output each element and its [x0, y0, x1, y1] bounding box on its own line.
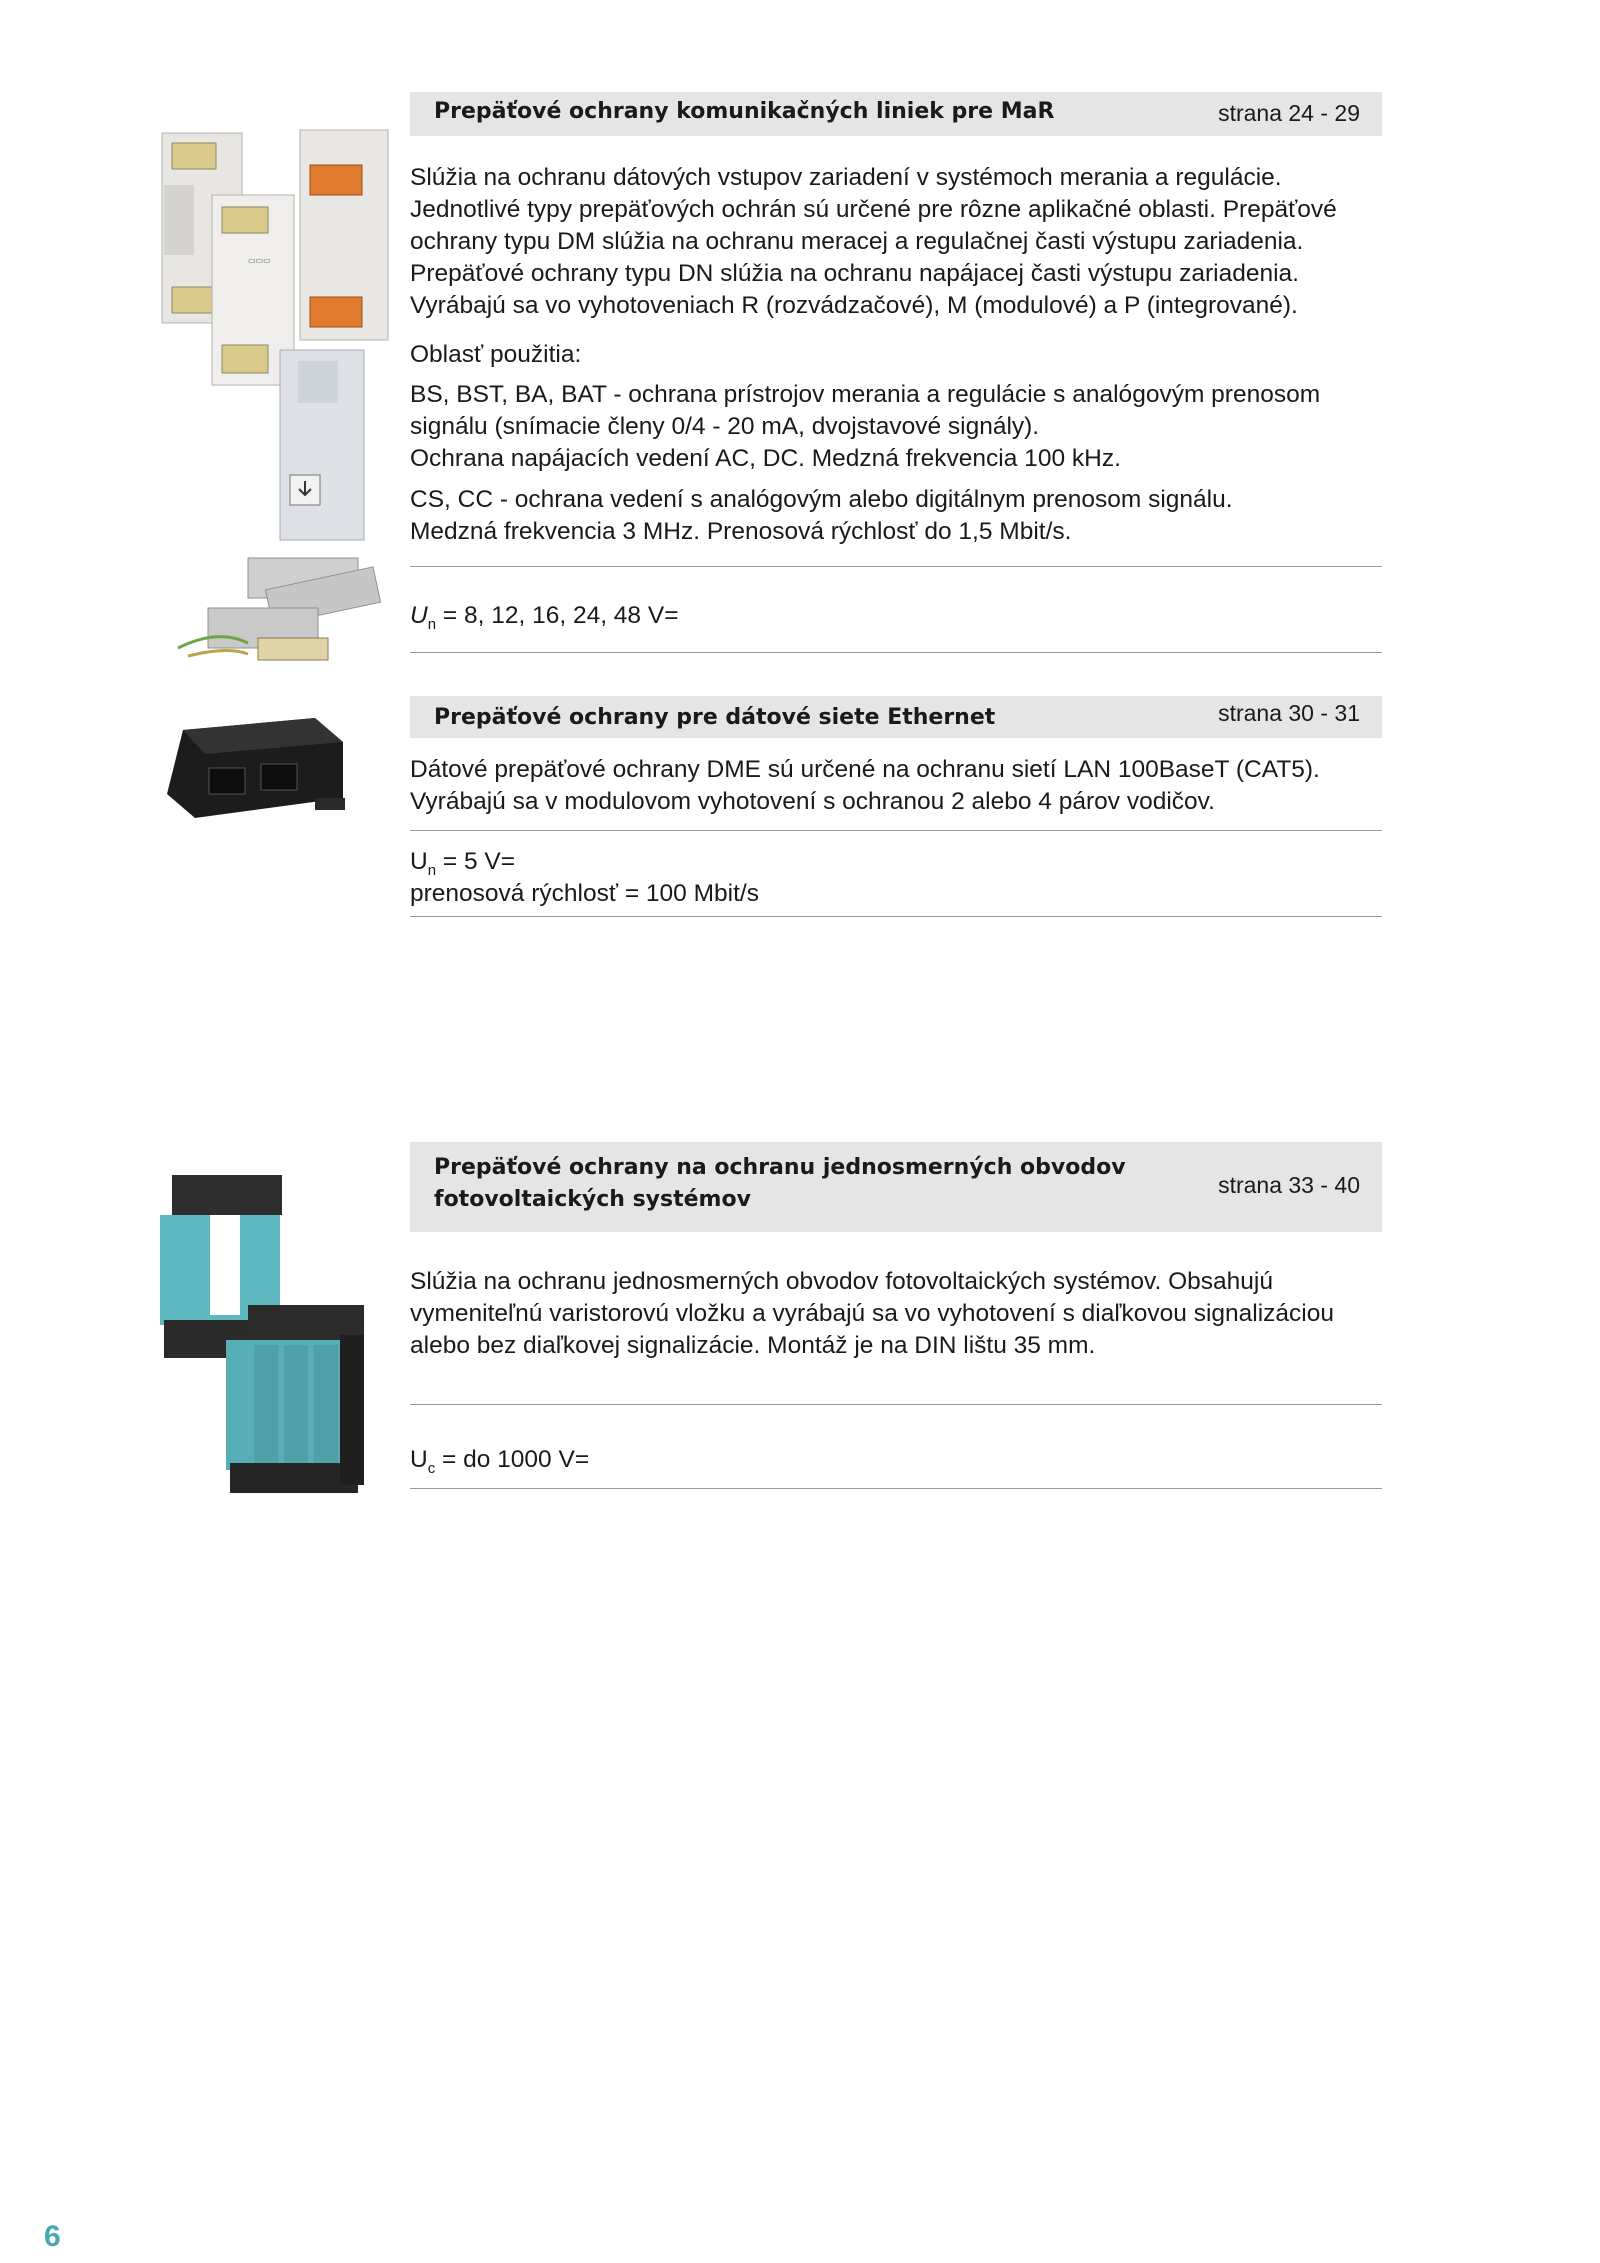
usage-text-2 [410, 484, 1382, 548]
page-reference: strana 24 - 29 [1218, 100, 1360, 126]
page-reference: strana 30 - 31 [1218, 700, 1360, 726]
param-symbol: U [410, 848, 428, 875]
text-line: Slúžia na ochranu jednosmerných obvodov fotovoltaických systémov. Obsahujú [410, 1268, 1273, 1295]
text-line: BS, BST, BA, BAT - ochrana prístrojov merania a regulácie s analógovým prenosom [410, 381, 1321, 408]
text-line: vymeniteľnú varistorovú vložku a vyrábajú sa vo vyhotovení s diaľkovou signalizáciou [410, 1300, 1334, 1327]
ethernet-protector-image [165, 710, 345, 830]
text-line: Jednotlivé typy prepäťových ochrán sú určené pre rôzne aplikačné oblasti. Prepäťové [410, 196, 1337, 223]
text-line: alebo bez diaľkovej signalizácie. Montáž je na DIN lištu 35 mm. [410, 1332, 1096, 1359]
param-subscript: n [427, 862, 437, 879]
text-line: Slúžia na ochranu dátových vstupov zariadení v systémoch merania a regulácie. [410, 164, 1282, 191]
section-description [410, 754, 1382, 818]
svg-text:▭▭▭: ▭▭▭ [248, 256, 271, 265]
text-line: ochrany typu DM slúžia na ochranu meracej a regulačnej časti výstupu zariadenia. [410, 228, 1304, 255]
section-header [410, 1142, 1382, 1232]
param-symbol: U [410, 1446, 428, 1473]
text-line: CS, CC - ochrana vedení s analógovým alebo digitálnym prenosom signálu. [410, 486, 1233, 513]
usage-text [410, 379, 1382, 475]
text-line: Ochrana napájacích vedení AC, DC. Medzná frekvencia 100 kHz. [410, 445, 1121, 472]
text-line: Vyrábajú sa vo vyhotoveniach R (rozvádzačové), M (modulové) a P (integrované). [410, 292, 1298, 319]
divider [410, 830, 1382, 831]
mar-modules-image [150, 125, 410, 545]
page-number: 6 [44, 2220, 61, 2253]
param-value: = 8, 12, 16, 24, 48 V= [436, 602, 679, 629]
text-line: signálu (snímacie členy 0/4 - 20 mA, dvojstavové signály). [410, 413, 1040, 440]
param-value: = do 1000 V= [435, 1446, 590, 1473]
divider [410, 566, 1382, 567]
voltage-param [410, 1444, 589, 1476]
section-title: Prepäťové ochrany pre dátové siete Ethernet [434, 705, 996, 730]
title-line: Prepäťové ochrany na ochranu jednosmerných obvodov [434, 1155, 1126, 1180]
voltage-param [410, 600, 679, 632]
divider [410, 1488, 1382, 1489]
dsub-connector-image [168, 548, 408, 678]
divider [410, 652, 1382, 653]
divider [410, 916, 1382, 917]
speed-param: prenosová rýchlosť = 100 Mbit/s [410, 880, 759, 907]
section-description [410, 162, 1382, 322]
usage-label: Oblasť použitia: [410, 341, 582, 368]
param-subscript: n [427, 616, 437, 633]
text-line: Medzná frekvencia 3 MHz. Prenosová rýchlosť do 1,5 Mbit/s. [410, 518, 1072, 545]
voltage-param [410, 846, 515, 878]
pv-modules-image [150, 1165, 370, 1495]
text-line: Vyrábajú sa v modulovom vyhotovení s ochranou 2 alebo 4 párov vodičov. [410, 788, 1215, 815]
title-line: fotovoltaických systémov [434, 1187, 751, 1212]
section-header [410, 92, 1382, 136]
section-title [434, 1152, 1126, 1216]
section-title: Prepäťové ochrany komunikačných liniek pre MaR [434, 99, 1055, 124]
page-reference: strana 33 - 40 [1218, 1172, 1360, 1198]
section-description [410, 1266, 1382, 1362]
text-line: Prepäťové ochrany typu DN slúžia na ochranu napájacej časti výstupu zariadenia. [410, 260, 1299, 287]
divider [410, 1404, 1382, 1405]
text-line: Dátové prepäťové ochrany DME sú určené na ochranu sietí LAN 100BaseT (CAT5). [410, 756, 1320, 783]
param-value: = 5 V= [436, 848, 516, 875]
param-subscript: c [427, 1460, 436, 1477]
section-header [410, 696, 1382, 738]
param-symbol: U [410, 602, 428, 629]
